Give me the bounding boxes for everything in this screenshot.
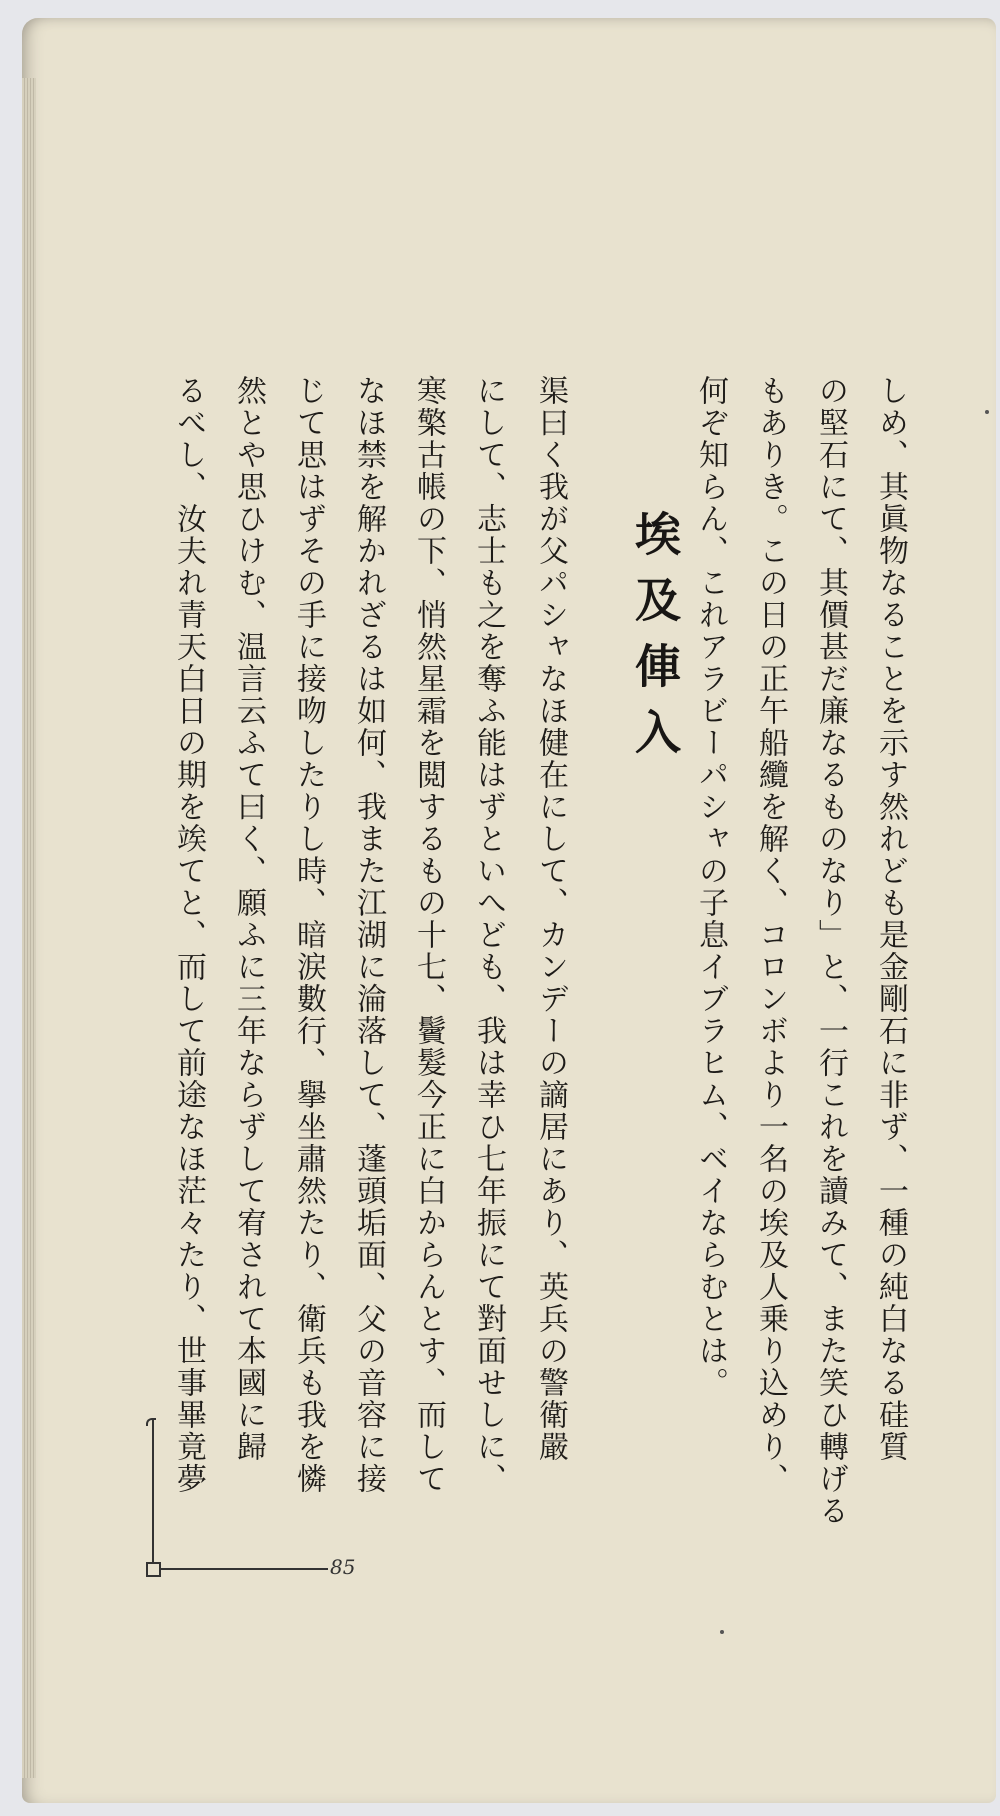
text-column-7: 寒檠古帳の下、悄然星霜を閲するもの十七、鬢髮今正に白からんとす、而して — [411, 375, 446, 1495]
page-number-rule — [152, 1568, 328, 1570]
text-column-4: 何ぞ知らん、これアラビーパシャの子息イブラヒム、ベイならむとは。 — [693, 375, 728, 1399]
bracket-corner-box — [146, 1562, 161, 1577]
text-column-10: 然とや思ひけむ、温言云ふて曰く、願ふに三年ならずして宥されて本國に歸 — [231, 375, 266, 1463]
text-column-5: 渠曰く我が父パシャなほ健在にして、カンデーの謫居にあり、英兵の警衛嚴 — [533, 375, 568, 1463]
margin-bracket-hook — [146, 1418, 156, 1426]
text-column-3: もありき。この日の正午船纜を解く、コロンボより一名の埃及人乗り込めり、 — [753, 375, 788, 1495]
text-column-9: じて思はずその手に接吻したりし時、暗涙數行、擧坐肅然たり、衛兵も我を憐 — [291, 375, 326, 1495]
text-column-8: なほ禁を解かれざるは如何、我また江湖に淪落して、蓬頭垢面、父の音容に接 — [351, 375, 386, 1495]
margin-bracket — [152, 1420, 154, 1568]
text-column-1: しめ、其眞物なることを示す然れども是金剛石に非ず、一種の純白なる硅質 — [873, 375, 908, 1463]
specks — [985, 410, 989, 414]
section-heading: 埃及俥入 — [628, 510, 682, 774]
text-column-2: の堅石にて、其價甚だ廉なるものなり」と、一行これを讀みて、また笑ひ轉げる — [813, 375, 848, 1527]
text-column-11: るべし、汝夫れ青天白日の期を竢てと、而して前途なほ茫々たり、世事畢竟夢 — [171, 375, 206, 1495]
text-column-6: にして、志士も之を奪ふ能はずといへども、我は幸ひ七年振にて對面せしに、 — [471, 375, 506, 1495]
page-edge-stack — [22, 78, 36, 1778]
page-number: 85 — [330, 1555, 356, 1579]
specks — [720, 1630, 724, 1634]
